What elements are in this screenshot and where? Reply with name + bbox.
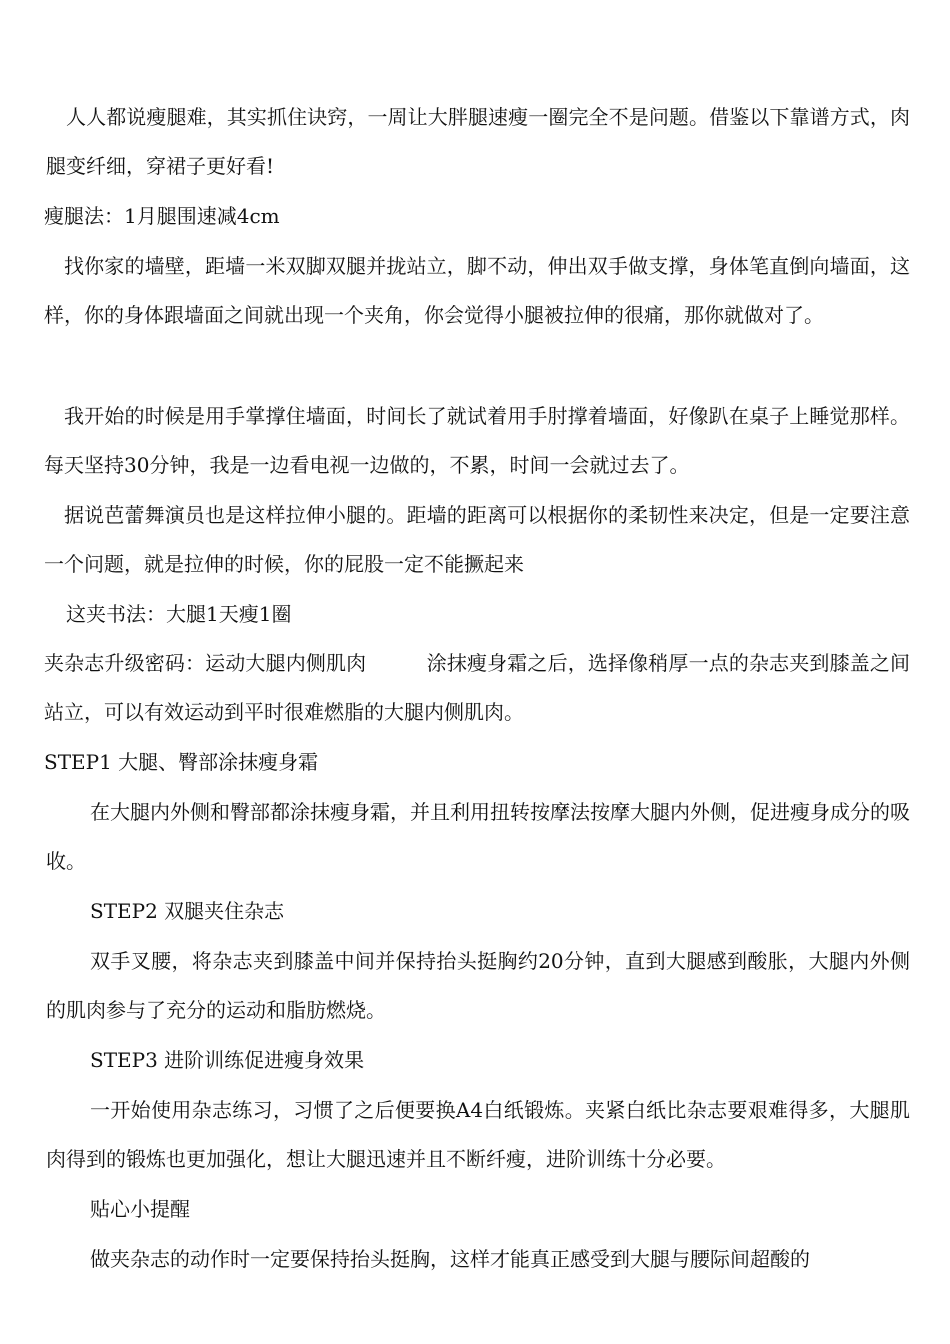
step3-paragraph: 一开始使用杂志练习，习惯了之后便要换A4白纸锻炼。夹紧白纸比杂志要艰难得多，大腿肌肉得到的锻炼也更加强化，想让大腿迅速并且不断纤瘦，进阶训练十分必要。 xyxy=(46,1098,910,1171)
section-heading-calf: 瘦腿法：1月腿围速减4cm xyxy=(44,204,280,228)
tips-paragraph: 做夹杂志的动作时一定要保持抬头挺胸，这样才能真正感受到大腿与腰际间超酸的 xyxy=(90,1247,810,1271)
ballet-paragraph: 据说芭蕾舞演员也是这样拉伸小腿的。距墙的距离可以根据你的柔韧性来决定，但是一定要注意一个问题，就是拉伸的时候，你的屁股一定不能撅起来 xyxy=(44,503,910,576)
calf-practice-paragraph: 我开始的时候是用手掌撑住墙面，时间长了就试着用手肘撑着墙面，好像趴在桌子上睡觉那样。每天坚持30分钟，我是一边看电视一边做的，不累，时间一会就过去了。 xyxy=(44,404,910,477)
step2-paragraph: 双手叉腰，将杂志夹到膝盖中间并保持抬头挺胸约20分钟，直到大腿感到酸胀，大腿内外侧的肌肉参与了充分的运动和脂肪燃烧。 xyxy=(46,949,910,1022)
step2-heading: STEP2 双腿夹住杂志 xyxy=(90,899,285,923)
calf-method-paragraph: 找你家的墙壁，距墙一米双脚双腿并拢站立，脚不动，伸出双手做支撑，身体笔直倒向墙面，这样，你的身体跟墙面之间就出现一个夹角，你会觉得小腿被拉伸的很痛，那你就做对了。 xyxy=(44,254,910,327)
intro-paragraph: 人人都说瘦腿难，其实抓住诀窍，一周让大胖腿速瘦一圈完全不是问题。借鉴以下靠谱方式，肉腿变纤细，穿裙子更好看! xyxy=(46,105,910,178)
tips-heading: 贴心小提醒 xyxy=(90,1197,190,1221)
step3-heading: STEP3 进阶训练促进瘦身效果 xyxy=(90,1048,365,1072)
step1-heading: STEP1 大腿、臀部涂抹瘦身霜 xyxy=(44,750,319,774)
magazine-upgrade-paragraph: 夹杂志升级密码：运动大腿内侧肌肉 涂抹瘦身霜之后，选择像稍厚一点的杂志夹到膝盖之间站立，可以有效运动到平时很难燃脂的大腿内侧肌肉。 xyxy=(44,651,910,724)
step1-paragraph: 在大腿内外侧和臀部都涂抹瘦身霜，并且利用扭转按摩法按摩大腿内外侧，促进瘦身成分的吸收。 xyxy=(46,800,910,873)
section-heading-thigh: 这夹书法：大腿1天瘦1圈 xyxy=(66,602,292,626)
